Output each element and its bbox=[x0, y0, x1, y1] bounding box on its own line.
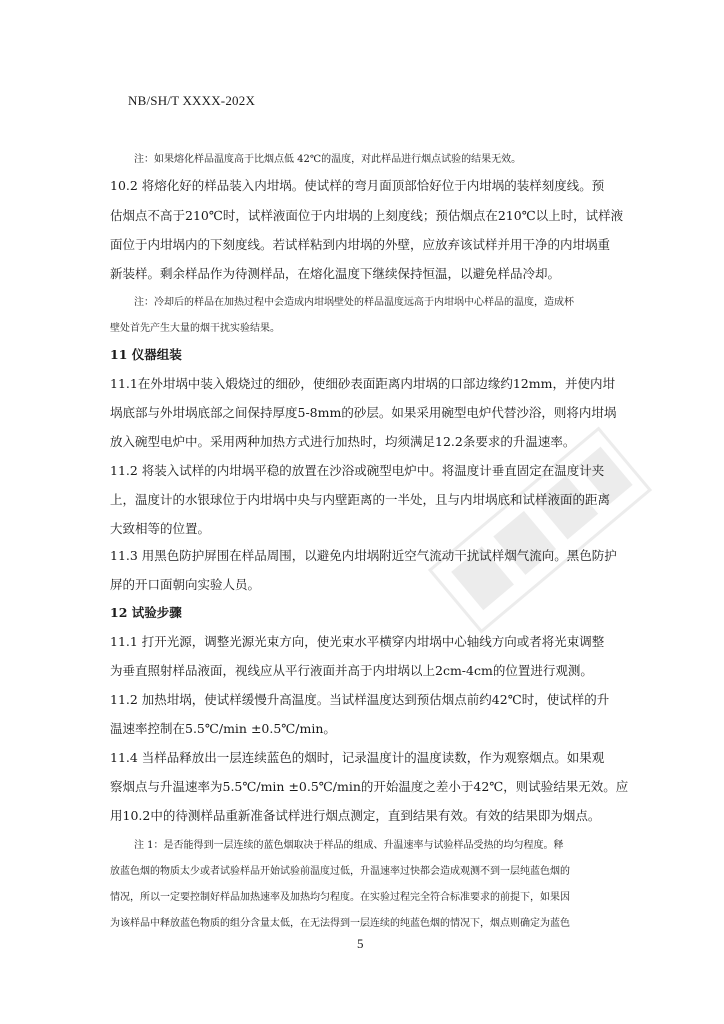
step-2-line-2: 温速率控制在5.5℃/min ±0.5℃/min。 bbox=[110, 721, 336, 736]
clause-11-2-line-2: 上，温度计的水银球位于内坩埚中央与内壁距离的一半处，且与内坩埚底和试样液面的距离 bbox=[110, 492, 611, 507]
step-1-line-1: 11.1 打开光源，调整光源光束方向，使光束水平横穿内坩埚中心轴线方向或者将光束调整 bbox=[110, 634, 605, 649]
clause-11-1-line-2: 埚底部与外坩埚底部之间保持厚度5-8mm的砂层。如果采用碗型电炉代替沙浴，则将内坩埚 bbox=[110, 405, 617, 420]
clause-11-1-line-3: 放入碗型电炉中。采用两种加热方式进行加热时，均须满足12.2条要求的升温速率。 bbox=[110, 434, 576, 449]
note-1-line-4: 为该样品中释放蓝色物质的组分含量太低，在无法得到一层连续的纯蓝色烟的情况下，烟点则确定为蓝色 bbox=[110, 918, 570, 929]
note-melted-sample: 注：如果熔化样品温度高于比烟点低 42℃的温度，对此样品进行烟点试验的结果无效。 bbox=[134, 154, 522, 165]
standard-code-header: NB/SH/T XXXX-202X bbox=[128, 93, 256, 108]
step-4-line-2: 察烟点与升温速率为5.5℃/min ±0.5℃/min的开始温度之差小于42℃，则试验结果无效。应 bbox=[110, 779, 629, 794]
clause-10-2-line-4: 新装样。剩余样品作为待测样品，在熔化温度下继续保持恒温，以避免样品冷却。 bbox=[110, 266, 561, 281]
clause-11-3-line-1: 11.3 用黑色防护屏围在样品周围，以避免内坩埚附近空气流动干扰试样烟气流向。黑色防护 bbox=[110, 548, 617, 563]
section-12-heading: 12 试验步骤 bbox=[110, 605, 182, 620]
page-number: 5 bbox=[357, 936, 364, 951]
note-1-line-3: 情况，所以一定要控制好样品加热速率及加热均匀程度。在实验过程完全符合标准要求的前提下，如果因 bbox=[110, 892, 570, 903]
note-1-line-2: 放蓝色烟的物质太少或者试验样品开始试验前温度过低，升温速率过快都会造成观测不到一层纯蓝色烟的 bbox=[110, 866, 570, 877]
step-1-line-2: 为垂直照射样品液面，视线应从平行液面并高于内坩埚以上2cm-4cm的位置进行观测。 bbox=[110, 663, 593, 678]
clause-11-2-line-1: 11.2 将装入试样的内坩埚平稳的放置在沙浴或碗型电炉中。将温度计垂直固定在温度计夹 bbox=[110, 463, 605, 478]
step-4-line-3: 用10.2中的待测样品重新准备试样进行烟点测定，直到结果有效。有效的结果即为烟点。 bbox=[110, 808, 601, 823]
note-1-line-1: 注 1：是否能得到一层连续的蓝色烟取决于样品的组成、升温速率与试验样品受热的均匀程度。释 bbox=[134, 840, 564, 851]
clause-11-2-line-3: 大致相等的位置。 bbox=[110, 521, 211, 536]
clause-10-2-line-3: 面位于内坩埚内的下刻度线。若试样粘到内坩埚的外壁，应放弃该试样并用干净的内坩埚重 bbox=[110, 237, 611, 252]
step-4-line-1: 11.4 当样品释放出一层连续蓝色的烟时，记录温度计的温度读数，作为观察烟点。如果观 bbox=[110, 750, 605, 765]
clause-10-2-line-2: 估烟点不高于210℃时，试样液面位于内坩埚的上刻度线；预估烟点在210℃以上时，试样液 bbox=[110, 208, 624, 223]
step-2-line-1: 11.2 加热坩埚，使试样缓慢升高温度。当试样温度达到预估烟点前约42℃时，使试样的升 bbox=[110, 692, 610, 707]
section-11-heading: 11 仪器组装 bbox=[110, 347, 182, 362]
clause-11-1-line-1: 11.1在外坩埚中装入煅烧过的细砂，使细砂表面距离内坩埚的口部边缘约12mm，并使内坩 bbox=[110, 376, 615, 391]
clause-11-3-line-2: 屏的开口面朝向实验人员。 bbox=[110, 577, 261, 592]
note-cooled-sample-line-1: 注：冷却后的样品在加热过程中会造成内坩埚壁处的样品温度远高于内坩埚中心样品的温度，造成杯 bbox=[134, 297, 574, 308]
clause-10-2-line-1: 10.2 将熔化好的样品装入内坩埚。使试样的弯月面顶部恰好位于内坩埚的装样刻度线。预 bbox=[110, 178, 605, 193]
note-cooled-sample-line-2: 壁处首先产生大量的烟干扰实验结果。 bbox=[110, 323, 280, 334]
